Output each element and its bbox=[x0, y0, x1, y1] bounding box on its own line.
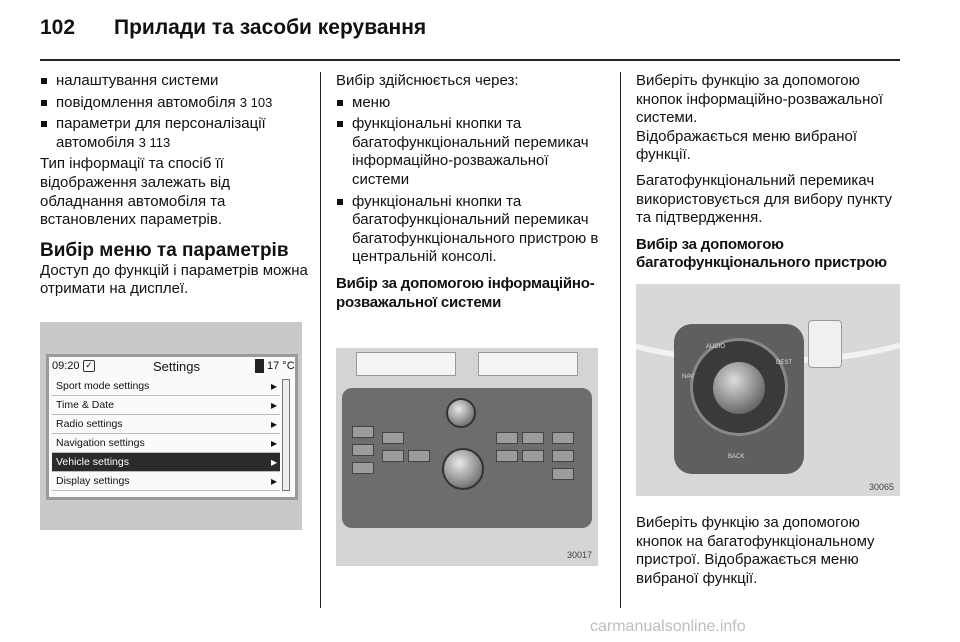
panel-button bbox=[552, 468, 574, 480]
console-button bbox=[808, 320, 842, 368]
panel-button bbox=[382, 432, 404, 444]
figure-code: 30017 bbox=[566, 550, 592, 560]
paragraph: Багатофункціональний перемикач використовується для вибору пункту та підтвердження. bbox=[636, 171, 893, 227]
chevron-right-icon: ▸ bbox=[270, 417, 277, 431]
watermark: carmanualsonline.info bbox=[590, 618, 746, 635]
panel-button bbox=[352, 444, 374, 456]
column-1 bbox=[40, 72, 310, 306]
list-item: меню bbox=[336, 94, 606, 113]
settings-menu bbox=[52, 377, 280, 491]
multifunction-knob bbox=[442, 448, 484, 490]
panel-button bbox=[522, 450, 544, 462]
column-2 bbox=[336, 72, 606, 318]
paragraph: Вибір здійснюється через: bbox=[336, 72, 519, 89]
chevron-right-icon: ▸ bbox=[270, 455, 277, 469]
settings-bullet-list bbox=[40, 72, 310, 152]
panel-button bbox=[496, 450, 518, 462]
column-3 bbox=[636, 72, 904, 279]
air-vent bbox=[356, 352, 456, 376]
column-3-bottom bbox=[636, 514, 904, 595]
panel-button bbox=[382, 450, 404, 462]
list-item: налаштування системи bbox=[40, 72, 310, 91]
volume-knob bbox=[446, 398, 476, 428]
panel-button bbox=[352, 426, 374, 438]
display-frame bbox=[46, 354, 298, 500]
selection-bullet-list bbox=[336, 94, 606, 267]
thermometer-icon bbox=[255, 359, 264, 373]
chevron-right-icon: ▸ bbox=[270, 379, 277, 393]
screen-title: Settings bbox=[153, 359, 200, 374]
back-label: BACK bbox=[728, 454, 745, 460]
scrollbar[interactable] bbox=[282, 379, 290, 491]
menu-item[interactable]: Time & Date ▸ bbox=[52, 396, 280, 415]
panel-button bbox=[496, 432, 518, 444]
air-vent bbox=[478, 352, 578, 376]
page-reference[interactable]: 3 113 bbox=[138, 134, 171, 150]
paragraph: Доступ до функцій і параметрів можна отримати на дисплеї. bbox=[40, 261, 308, 298]
panel-button bbox=[522, 432, 544, 444]
chevron-right-icon: ▸ bbox=[270, 398, 277, 412]
paragraph: Виберіть функцію за допомогою кнопок інформаційно-розважальної системи. bbox=[636, 72, 883, 127]
chevron-right-icon: ▸ bbox=[270, 436, 277, 450]
screen-temperature: 17 °C bbox=[267, 360, 295, 372]
list-item: повідомлення автомобіля 3 103 bbox=[40, 94, 310, 113]
multifunction-knob bbox=[713, 362, 765, 414]
nav-label: NAV bbox=[682, 374, 694, 380]
page-number: 102 bbox=[40, 16, 76, 39]
figure-code: 30065 bbox=[868, 482, 894, 492]
multifunction-controller-figure bbox=[636, 284, 900, 496]
section-heading: Вибір за допомогою багатофункціонального пристрою bbox=[636, 235, 887, 272]
menu-item-selected[interactable]: Vehicle settings ▸ bbox=[52, 453, 280, 472]
settings-screen-figure bbox=[40, 322, 302, 530]
infotainment-panel-figure bbox=[336, 348, 598, 566]
dest-label: DEST bbox=[776, 360, 793, 366]
page-header bbox=[40, 16, 426, 46]
list-item: функціональні кнопки та багатофункціональний перемикач багатофункціонального пристрою в центральній консолі. bbox=[336, 193, 606, 267]
menu-item[interactable]: Sport mode settings ▸ bbox=[52, 377, 280, 396]
confirm-icon: ✓ bbox=[83, 360, 95, 372]
column-divider bbox=[620, 72, 621, 608]
display-screen bbox=[49, 357, 295, 497]
paragraph: Тип інформації та спосіб її відображення залежать від обладнання автомобіля та встановлених параметрів. bbox=[40, 155, 231, 229]
panel-button bbox=[552, 450, 574, 462]
section-heading: Вибір меню та параметрів bbox=[40, 239, 289, 261]
column-divider bbox=[320, 72, 321, 608]
panel-button bbox=[552, 432, 574, 444]
paragraph: Відображається меню вибраної функції. bbox=[636, 127, 857, 164]
page-title: Прилади та засоби керування bbox=[114, 16, 427, 39]
list-item: функціональні кнопки та багатофункціональний перемикач інформаційно-розважальної системи bbox=[336, 115, 606, 189]
panel-button bbox=[352, 462, 374, 474]
section-heading: Вибір за допомогою інформаційно-розважальної системи bbox=[336, 274, 595, 311]
panel-button bbox=[408, 450, 430, 462]
screen-time: 09:20 bbox=[52, 360, 80, 372]
page-reference[interactable]: 3 103 bbox=[239, 94, 273, 110]
paragraph: Виберіть функцію за допомогою кнопок на багатофункціональному пристрої. Відображається меню вибраної функції. bbox=[636, 514, 875, 587]
audio-label: AUDIO bbox=[706, 344, 726, 350]
menu-item[interactable]: Navigation settings ▸ bbox=[52, 434, 280, 453]
menu-item[interactable]: Display settings ▸ bbox=[52, 472, 280, 491]
header-rule bbox=[40, 59, 900, 61]
list-item: параметри для персоналізації автомобіля 3 113 bbox=[40, 115, 310, 152]
chevron-right-icon: ▸ bbox=[270, 474, 277, 488]
menu-item[interactable]: Radio settings ▸ bbox=[52, 415, 280, 434]
control-panel bbox=[342, 388, 592, 528]
